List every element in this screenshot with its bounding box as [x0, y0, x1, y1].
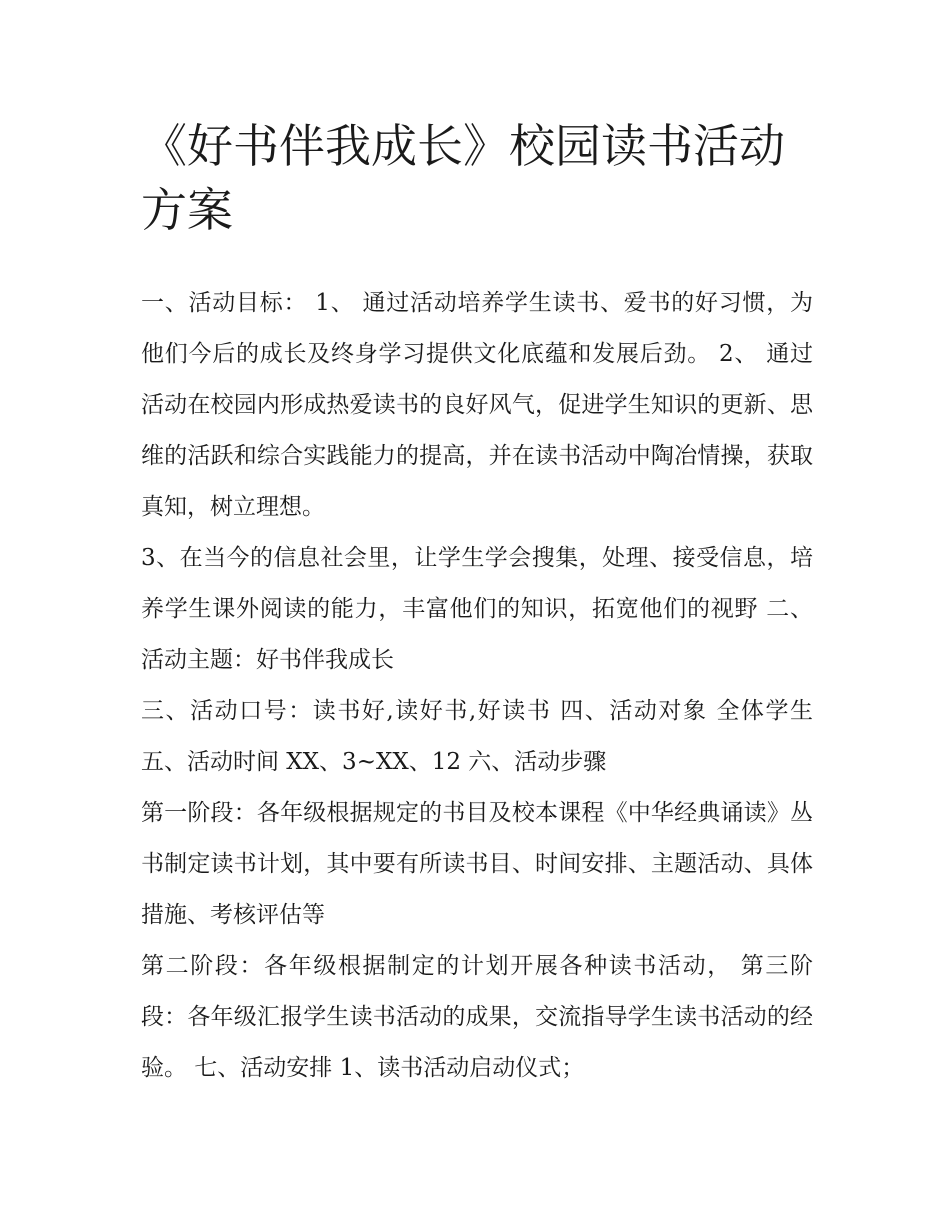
paragraph-slogan-schedule: 三、活动口号：读书好,读好书,好读书 四、活动对象 全体学生 五、活动时间 XX、3~XX、12 六、活动步骤: [141, 698, 813, 775]
document-body: [141, 278, 813, 1094]
paragraph-stage-two-three: 第二阶段：各年级根据制定的计划开展各种读书活动， 第三阶段：各年级汇报学生读书活动的成果，交流指导学生读书活动的经验。 七、活动安排 1、读书活动启动仪式；: [141, 953, 813, 1081]
paragraph-stage-one: 第一阶段：各年级根据规定的书目及校本课程《中华经典诵读》丛书制定读书计划，其中要有所读书目、时间安排、主题活动、具体措施、考核评估等: [141, 800, 813, 928]
document-title: 《好书伴我成长》校园读书活动方案: [141, 119, 785, 237]
paragraph-theme: 3、在当今的信息社会里，让学生学会搜集，处理、接受信息，培养学生课外阅读的能力，丰富他们的知识，拓宽他们的视野 二、活动主题：好书伴我成长: [141, 545, 813, 673]
paragraph-goals: 一、活动目标： 1、 通过活动培养学生读书、爱书的好习惯，为他们今后的成长及终身学习提供文化底蕴和发展后劲。 2、 通过活动在校园内形成热爱读书的良好风气，促进学生知识的更新、思维的活跃和综合实践能力的提高，并在读书活动中陶冶情操，获取真知，树立理想。: [141, 290, 813, 520]
